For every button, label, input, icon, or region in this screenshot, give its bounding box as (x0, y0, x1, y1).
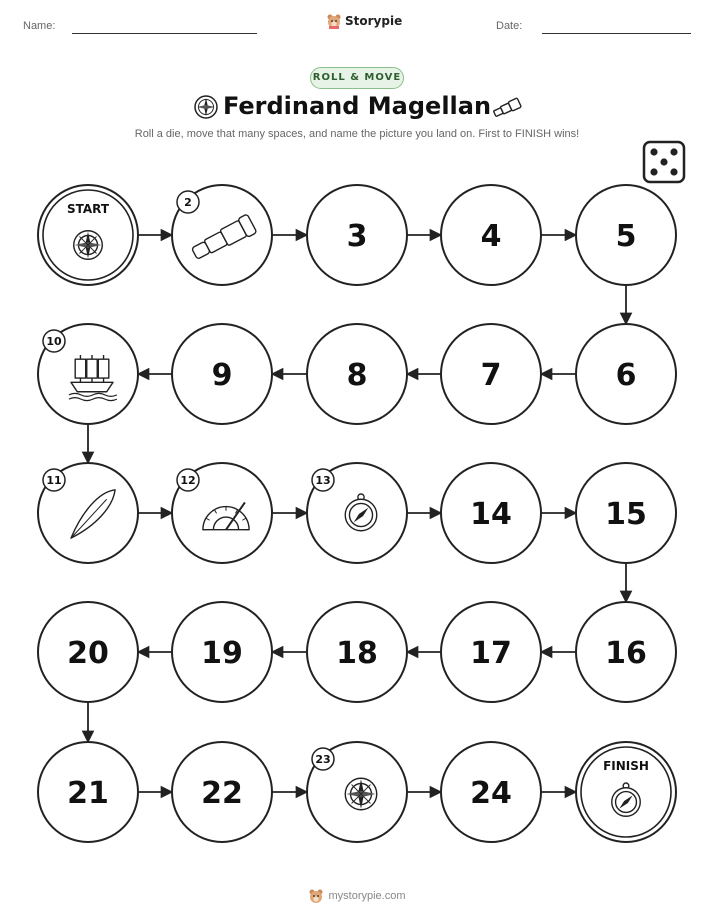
board-space-23 (307, 742, 407, 842)
board-space-7 (441, 324, 541, 424)
die-pip (670, 168, 677, 175)
space-number: 23 (315, 753, 331, 766)
board-space-25 (576, 742, 676, 842)
bear-mascot-icon (308, 888, 324, 904)
space-number: 14 (470, 497, 512, 532)
board-space-8 (307, 324, 407, 424)
die-pip (650, 148, 657, 155)
board-space-16 (576, 602, 676, 702)
space-number: 22 (201, 776, 243, 811)
board-space-12 (172, 463, 272, 563)
space-number: 20 (67, 636, 109, 671)
brand-name: Storypie (345, 14, 403, 28)
space-number: 15 (605, 497, 647, 532)
space-number: 16 (605, 636, 647, 671)
board-spaces (38, 185, 676, 842)
board-space-11 (38, 463, 138, 563)
board-space-13 (307, 463, 407, 563)
space-number: 13 (315, 474, 331, 487)
die-icon (644, 142, 684, 182)
footer-url: mystorypie.com (328, 890, 406, 902)
space-number: 8 (346, 358, 368, 393)
die-pip (650, 168, 657, 175)
space-number: 2 (184, 196, 192, 209)
board-space-14 (441, 463, 541, 563)
finish-label: FINISH (603, 759, 649, 773)
board-space-15 (576, 463, 676, 563)
space-number: 7 (480, 358, 502, 393)
board-space-2 (172, 185, 272, 285)
board-space-9 (172, 324, 272, 424)
board-space-18 (307, 602, 407, 702)
compass-rose-icon (74, 231, 103, 260)
space-number: 3 (346, 219, 368, 254)
board-space-10 (38, 324, 138, 424)
space-number: 21 (67, 776, 109, 811)
activity-badge: ROLL & MOVE (310, 67, 404, 89)
board-space-21 (38, 742, 138, 842)
die-pip (670, 148, 677, 155)
board-space-5 (576, 185, 676, 285)
space-number: 12 (180, 474, 196, 487)
board-space-19 (172, 602, 272, 702)
board-space-1 (38, 185, 138, 285)
board-space-3 (307, 185, 407, 285)
space-number: 4 (480, 219, 502, 254)
board-space-17 (441, 602, 541, 702)
space-number: 24 (470, 776, 512, 811)
board-space-22 (172, 742, 272, 842)
space-number: 9 (211, 358, 233, 393)
space-number: 10 (46, 335, 62, 348)
space-number: 5 (615, 219, 637, 254)
compass-rose-icon (345, 778, 377, 810)
page-title: Ferdinand Magellan (222, 92, 492, 120)
board-space-4 (441, 185, 541, 285)
space-number: 19 (201, 636, 243, 671)
space-number: 17 (470, 636, 512, 671)
name-label: Name: (23, 20, 56, 32)
space-number: 18 (336, 636, 378, 671)
board-space-24 (441, 742, 541, 842)
space-number: 6 (615, 358, 637, 393)
board-space-20 (38, 602, 138, 702)
footer (0, 888, 714, 904)
board-space-6 (576, 324, 676, 424)
space-number: 11 (46, 474, 62, 487)
date-label: Date: (496, 20, 523, 32)
die-pip (660, 158, 667, 165)
start-label: START (66, 202, 110, 216)
instructions: Roll a die, move that many spaces, and name the picture you land on. First to FINISH wins! (134, 128, 580, 140)
